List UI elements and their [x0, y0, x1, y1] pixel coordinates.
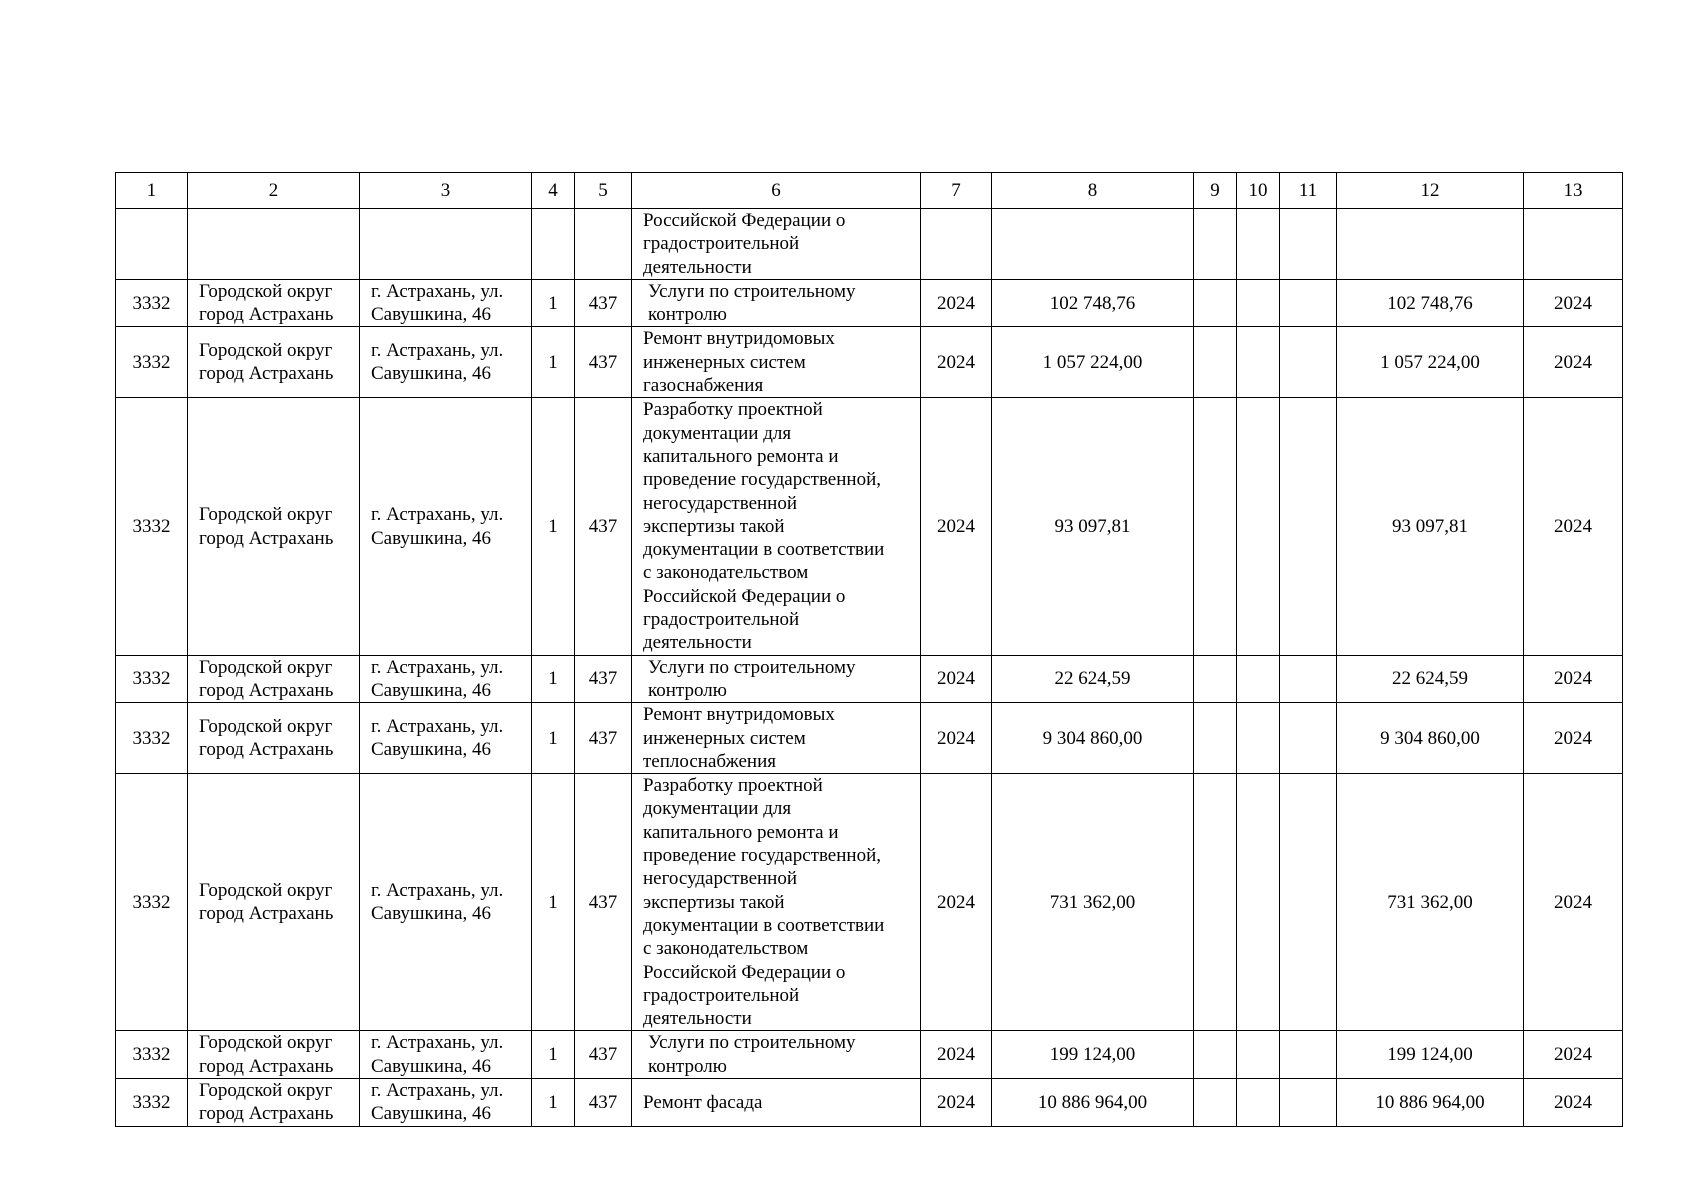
year-cell: 2024	[921, 1078, 992, 1126]
end-year-cell: 2024	[1524, 655, 1623, 703]
end-year-cell: 2024	[1524, 774, 1623, 1031]
table-row	[116, 327, 1623, 398]
total-cost-cell: 22 624,59	[1337, 655, 1524, 703]
col10-cell	[1237, 279, 1280, 327]
column-number-6: 6	[632, 173, 921, 209]
col11-cell	[1280, 703, 1337, 774]
column-number-4: 4	[532, 173, 575, 209]
table-row	[116, 209, 1623, 280]
column-number-row	[116, 173, 1623, 209]
work-type-cell: Ремонт внутридомовых инженерных систем теплоснабжения	[632, 703, 921, 774]
id-cell: 437	[575, 1031, 632, 1079]
id-cell	[575, 209, 632, 280]
id-cell: 437	[575, 279, 632, 327]
number-cell: 1	[532, 1078, 575, 1126]
column-number-7: 7	[921, 173, 992, 209]
code-cell	[116, 209, 188, 280]
cost-cell: 731 362,00	[992, 774, 1194, 1031]
id-cell: 437	[575, 774, 632, 1031]
number-cell: 1	[532, 327, 575, 398]
id-cell: 437	[575, 1078, 632, 1126]
cost-cell: 10 886 964,00	[992, 1078, 1194, 1126]
address-cell: г. Астрахань, ул. Савушкина, 46	[360, 279, 532, 327]
column-number-12: 12	[1337, 173, 1524, 209]
year-cell: 2024	[921, 1031, 992, 1079]
number-cell: 1	[532, 279, 575, 327]
year-cell: 2024	[921, 774, 992, 1031]
column-number-3: 3	[360, 173, 532, 209]
address-cell	[360, 209, 532, 280]
id-cell: 437	[575, 655, 632, 703]
number-cell: 1	[532, 1031, 575, 1079]
municipality-cell: Городской округ город Астрахань	[188, 1031, 360, 1079]
address-cell: г. Астрахань, ул. Савушкина, 46	[360, 398, 532, 655]
table-body	[116, 173, 1623, 1127]
col11-cell	[1280, 1078, 1337, 1126]
year-cell	[921, 209, 992, 280]
col11-cell	[1280, 398, 1337, 655]
work-type-cell: Услуги по строительному контролю	[632, 1031, 921, 1079]
number-cell: 1	[532, 398, 575, 655]
work-type-cell: Услуги по строительному контролю	[632, 279, 921, 327]
number-cell: 1	[532, 703, 575, 774]
municipality-cell: Городской округ город Астрахань	[188, 1078, 360, 1126]
column-number-9: 9	[1194, 173, 1237, 209]
total-cost-cell: 731 362,00	[1337, 774, 1524, 1031]
id-cell: 437	[575, 398, 632, 655]
number-cell	[532, 209, 575, 280]
table-row	[116, 774, 1623, 1031]
col10-cell	[1237, 1031, 1280, 1079]
col11-cell	[1280, 1031, 1337, 1079]
code-cell: 3332	[116, 398, 188, 655]
end-year-cell: 2024	[1524, 1078, 1623, 1126]
col11-cell	[1280, 327, 1337, 398]
code-cell: 3332	[116, 655, 188, 703]
work-type-cell: Услуги по строительному контролю	[632, 655, 921, 703]
address-cell: г. Астрахань, ул. Савушкина, 46	[360, 1078, 532, 1126]
work-type-cell: Российской Федерации о градостроительной деятельности	[632, 209, 921, 280]
total-cost-cell: 199 124,00	[1337, 1031, 1524, 1079]
end-year-cell: 2024	[1524, 398, 1623, 655]
col11-cell	[1280, 209, 1337, 280]
table-row	[116, 703, 1623, 774]
year-cell: 2024	[921, 655, 992, 703]
table-row	[116, 655, 1623, 703]
col10-cell	[1237, 774, 1280, 1031]
column-number-8: 8	[992, 173, 1194, 209]
table-row	[116, 279, 1623, 327]
column-number-1: 1	[116, 173, 188, 209]
column-number-5: 5	[575, 173, 632, 209]
number-cell: 1	[532, 774, 575, 1031]
col9-cell	[1194, 209, 1237, 280]
address-cell: г. Астрахань, ул. Савушкина, 46	[360, 1031, 532, 1079]
code-cell: 3332	[116, 279, 188, 327]
municipality-cell: Городской округ город Астрахань	[188, 327, 360, 398]
municipality-cell: Городской округ город Астрахань	[188, 655, 360, 703]
municipality-cell	[188, 209, 360, 280]
code-cell: 3332	[116, 703, 188, 774]
column-number-11: 11	[1280, 173, 1337, 209]
total-cost-cell	[1337, 209, 1524, 280]
work-type-cell: Ремонт фасада	[632, 1078, 921, 1126]
col11-cell	[1280, 774, 1337, 1031]
col10-cell	[1237, 398, 1280, 655]
code-cell: 3332	[116, 327, 188, 398]
table-row	[116, 1031, 1623, 1079]
table-row	[116, 398, 1623, 655]
total-cost-cell: 10 886 964,00	[1337, 1078, 1524, 1126]
address-cell: г. Астрахань, ул. Савушкина, 46	[360, 327, 532, 398]
municipality-cell: Городской округ город Астрахань	[188, 398, 360, 655]
work-type-cell: Разработку проектной документации для капитального ремонта и проведение государственной, негосударственной экспертизы такой документации в соответствии с законодательством Российской Федерации о градостроительной деятельности	[632, 774, 921, 1031]
col9-cell	[1194, 1031, 1237, 1079]
cost-cell: 9 304 860,00	[992, 703, 1194, 774]
municipality-cell: Городской округ город Астрахань	[188, 774, 360, 1031]
id-cell: 437	[575, 327, 632, 398]
col11-cell	[1280, 655, 1337, 703]
works-table	[115, 172, 1623, 1127]
col10-cell	[1237, 209, 1280, 280]
column-number-2: 2	[188, 173, 360, 209]
address-cell: г. Астрахань, ул. Савушкина, 46	[360, 774, 532, 1031]
total-cost-cell: 102 748,76	[1337, 279, 1524, 327]
year-cell: 2024	[921, 279, 992, 327]
col10-cell	[1237, 1078, 1280, 1126]
number-cell: 1	[532, 655, 575, 703]
column-number-10: 10	[1237, 173, 1280, 209]
col9-cell	[1194, 327, 1237, 398]
end-year-cell: 2024	[1524, 279, 1623, 327]
cost-cell: 199 124,00	[992, 1031, 1194, 1079]
end-year-cell: 2024	[1524, 1031, 1623, 1079]
end-year-cell	[1524, 209, 1623, 280]
col9-cell	[1194, 279, 1237, 327]
code-cell: 3332	[116, 1078, 188, 1126]
col9-cell	[1194, 774, 1237, 1031]
table-row	[116, 1078, 1623, 1126]
col10-cell	[1237, 703, 1280, 774]
code-cell: 3332	[116, 774, 188, 1031]
col11-cell	[1280, 279, 1337, 327]
cost-cell: 22 624,59	[992, 655, 1194, 703]
col9-cell	[1194, 703, 1237, 774]
col10-cell	[1237, 655, 1280, 703]
cost-cell: 102 748,76	[992, 279, 1194, 327]
work-type-cell: Ремонт внутридомовых инженерных систем газоснабжения	[632, 327, 921, 398]
cost-cell: 93 097,81	[992, 398, 1194, 655]
address-cell: г. Астрахань, ул. Савушкина, 46	[360, 655, 532, 703]
address-cell: г. Астрахань, ул. Савушкина, 46	[360, 703, 532, 774]
id-cell: 437	[575, 703, 632, 774]
year-cell: 2024	[921, 398, 992, 655]
total-cost-cell: 1 057 224,00	[1337, 327, 1524, 398]
col9-cell	[1194, 398, 1237, 655]
code-cell: 3332	[116, 1031, 188, 1079]
col9-cell	[1194, 655, 1237, 703]
col10-cell	[1237, 327, 1280, 398]
column-number-13: 13	[1524, 173, 1623, 209]
cost-cell: 1 057 224,00	[992, 327, 1194, 398]
col9-cell	[1194, 1078, 1237, 1126]
work-type-cell: Разработку проектной документации для капитального ремонта и проведение государственной, негосударственной экспертизы такой документации в соответствии с законодательством Российской Федерации о градостроительной деятельности	[632, 398, 921, 655]
end-year-cell: 2024	[1524, 703, 1623, 774]
municipality-cell: Городской округ город Астрахань	[188, 279, 360, 327]
year-cell: 2024	[921, 327, 992, 398]
total-cost-cell: 9 304 860,00	[1337, 703, 1524, 774]
municipality-cell: Городской округ город Астрахань	[188, 703, 360, 774]
year-cell: 2024	[921, 703, 992, 774]
total-cost-cell: 93 097,81	[1337, 398, 1524, 655]
cost-cell	[992, 209, 1194, 280]
end-year-cell: 2024	[1524, 327, 1623, 398]
